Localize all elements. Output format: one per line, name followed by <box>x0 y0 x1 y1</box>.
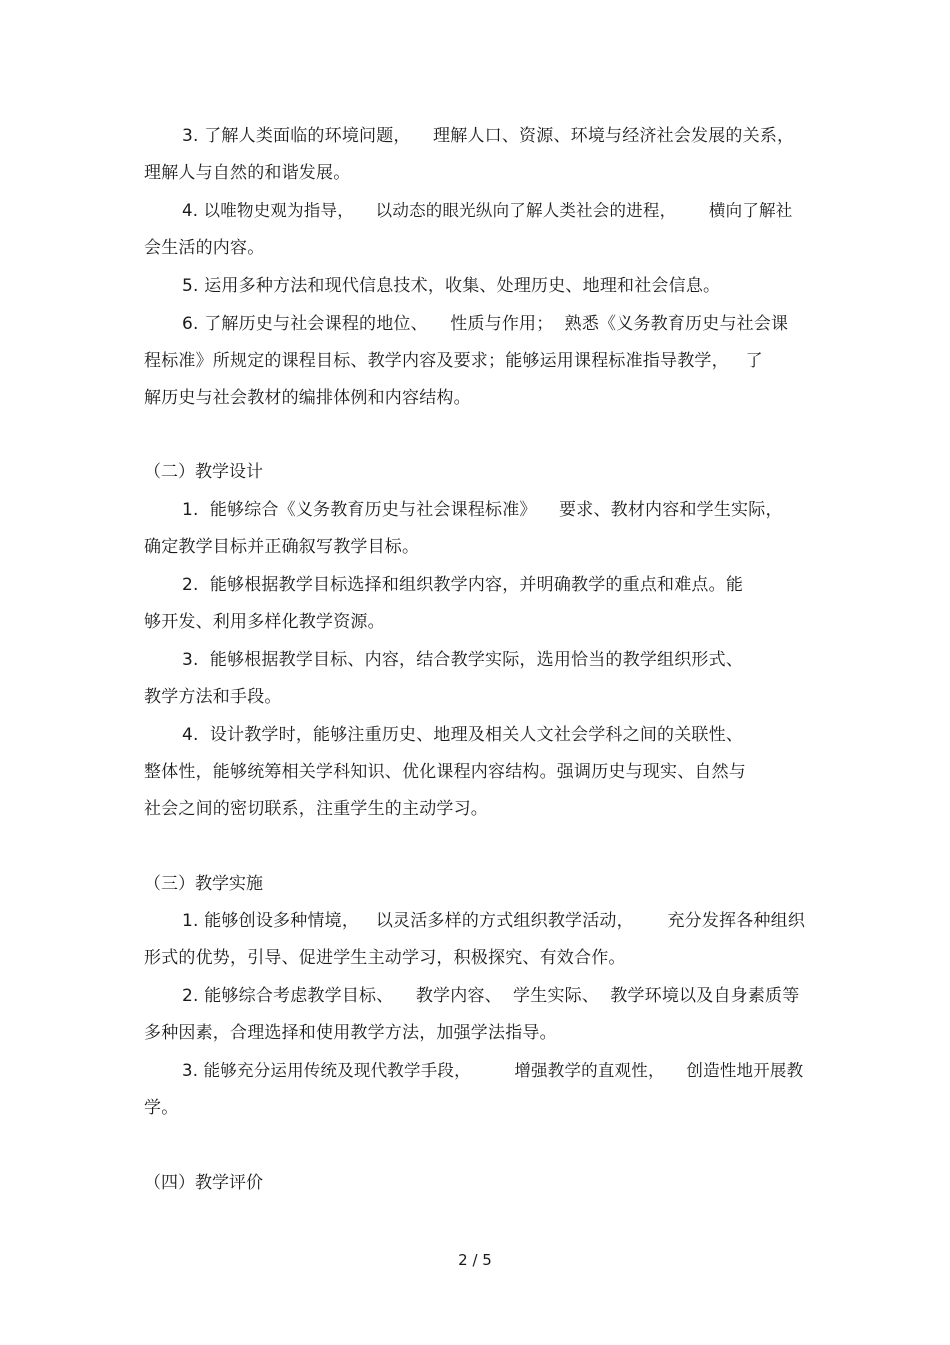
list-item-line: 3. 了解人类面临的环境问题， 理解人口、资源、环境与经济社会发展的关系， <box>182 126 795 146</box>
list-item-line: 整体性，能够统筹相关学科知识、优化课程内容结构。强调历史与现实、自然与 <box>144 762 746 782</box>
list-item-line: 理解人与自然的和谐发展。 <box>144 163 351 183</box>
list-item-line: 6. 了解历史与社会课程的地位、 性质与作用； 熟悉《义务教育历史与社会课 <box>182 314 789 334</box>
list-item-line: 学。 <box>144 1098 179 1118</box>
list-item-line: 3. 能够充分运用传统及现代教学手段， 增强教学的直观性， 创造性地开展教 <box>182 1061 804 1080</box>
list-item-line: 够开发、利用多样化教学资源。 <box>144 612 385 632</box>
list-item-line: 1. 能够创设多种情境， 以灵活多样的方式组织教学活动， 充分发挥各种组织 <box>182 911 806 931</box>
page-number: 2 / 5 <box>458 1251 492 1269</box>
list-item-line: 社会之间的密切联系，注重学生的主动学习。 <box>144 799 488 819</box>
list-item-line: 会生活的内容。 <box>144 238 265 258</box>
list-item-line: 程标准》所规定的课程目标、教学内容及要求；能够运用课程标准指导教学， 了 <box>144 351 763 371</box>
list-item-line: 4. 设计教学时，能够注重历史、地理及相关人文社会学科之间的关联性、 <box>182 725 744 745</box>
list-item-line: 教学方法和手段。 <box>144 687 282 707</box>
list-item-line: 5. 运用多种方法和现代信息技术，收集、处理历史、地理和社会信息。 <box>182 276 721 296</box>
list-item-line: 解历史与社会教材的编排体例和内容结构。 <box>144 388 471 408</box>
list-item-line: 3. 能够根据教学目标、内容，结合教学实际，选用恰当的教学组织形式、 <box>182 650 744 670</box>
list-item-line: 多种因素，合理选择和使用教学方法，加强学法指导。 <box>144 1023 557 1043</box>
section-heading: （四）教学评价 <box>144 1173 263 1193</box>
list-item-line: 形式的优势，引导、促进学生主动学习，积极探究、有效合作。 <box>144 948 626 968</box>
section-heading: （三）教学实施 <box>144 874 263 894</box>
list-item-line: 确定教学目标并正确叙写教学目标。 <box>144 537 420 557</box>
section-heading: （二）教学设计 <box>144 462 263 482</box>
list-item-line: 2. 能够根据教学目标选择和组织教学内容，并明确教学的重点和难点。能 <box>182 575 744 595</box>
list-item-line: 2. 能够综合考虑教学目标、 教学内容、 学生实际、 教学环境以及自身素质等 <box>182 986 800 1006</box>
list-item-line: 4. 以唯物史观为指导， 以动态的眼光纵向了解人类社会的进程， 横向了解社 <box>182 201 793 220</box>
list-item-line: 1. 能够综合《义务教育历史与社会课程标准》 要求、教材内容和学生实际， <box>182 500 783 520</box>
